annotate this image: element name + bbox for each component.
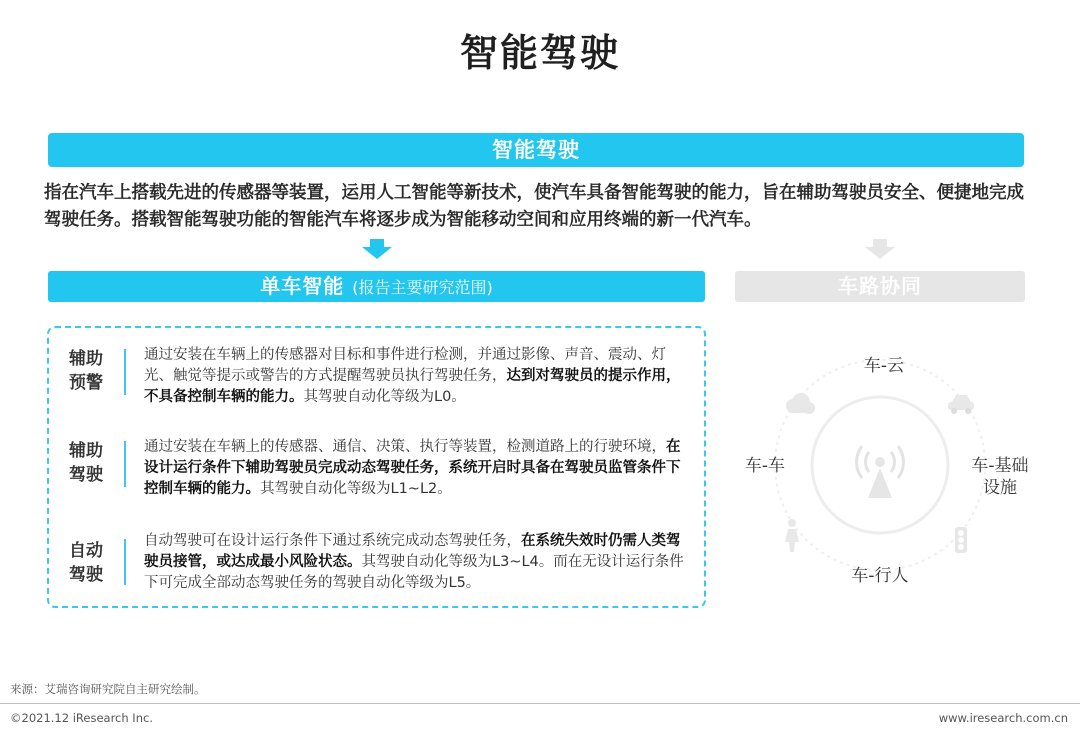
single-vehicle-banner <box>48 271 705 302</box>
row-divider <box>124 441 126 487</box>
node-vehicle-cloud: 车-云 <box>863 356 905 376</box>
node-vehicle-infrastructure: 车-基础 设施 <box>971 456 1029 498</box>
row-description: 自动驾驶可在设计运行条件下通过系统完成动态驾驶任务，在系统失效时仍需人类驾驶员接管，或达成最小风险状态。其驾驶自动化等级为L3~L4。而在无设计运行条件下可完成全部动态驾驶任务的驾驶自动化等级为L5。 <box>144 533 684 591</box>
v2x-diagram <box>720 330 1060 610</box>
row-description: 通过安装在车辆上的传感器对目标和事件进行检测，并通过影像、声音、震动、灯光、触觉等提示或警告的方式提醒驾驶员执行驾驶任务，达到对驾驶员的提示作用，不具备控制车辆的能力。其驾驶自动化等级为L0。 <box>144 347 681 405</box>
single-vehicle-note: (报告主要研究范围) <box>352 278 493 297</box>
single-vehicle-title: 单车智能 <box>260 274 345 298</box>
row-divider <box>124 539 126 585</box>
pedestrian-icon <box>785 519 799 552</box>
copyright: ©2021.12 iResearch Inc. <box>10 711 153 725</box>
signal-tower-icon <box>856 446 903 498</box>
row-description: 通过安装在车辆上的传感器、通信、决策、执行等装置，检测道路上的行驶环境，在设计运行条件下辅助驾驶员完成动态驾驶任务，系统开启时具备在驾驶员监管条件下控制车辆的能力。其驾驶自动化等级为L1~L2。 <box>144 439 681 497</box>
row-label: 辅助 驾驶 <box>69 441 103 485</box>
main-banner: 智能驾驶 <box>48 133 1024 167</box>
row-divider <box>124 349 126 395</box>
footer-divider <box>0 703 1080 704</box>
node-vehicle-pedestrian: 车-行人 <box>851 566 909 586</box>
source-note: 来源：艾瑞咨询研究院自主研究绘制。 <box>10 682 206 696</box>
vehicle-road-banner: 车路协同 <box>735 271 1025 302</box>
website-link[interactable]: www.iresearch.com.cn <box>938 711 1068 725</box>
cloud-icon <box>786 393 815 414</box>
intro-paragraph: 指在汽车上搭载先进的传感器等装置，运用人工智能等新技术，使汽车具备智能驾驶的能力，旨在辅助驾驶员安全、便捷地完成驾驶任务。搭载智能驾驶功能的智能汽车将逐步成为智能移动空间和应用终端的新一代汽车。 <box>44 183 1024 230</box>
traffic-light-icon <box>955 527 967 553</box>
row-label: 自动 驾驶 <box>69 541 103 585</box>
row-label: 辅助 预警 <box>69 349 103 393</box>
car-icon <box>948 395 974 414</box>
page-title: 智能驾驶 <box>459 31 620 75</box>
node-vehicle-vehicle: 车-车 <box>744 456 786 476</box>
